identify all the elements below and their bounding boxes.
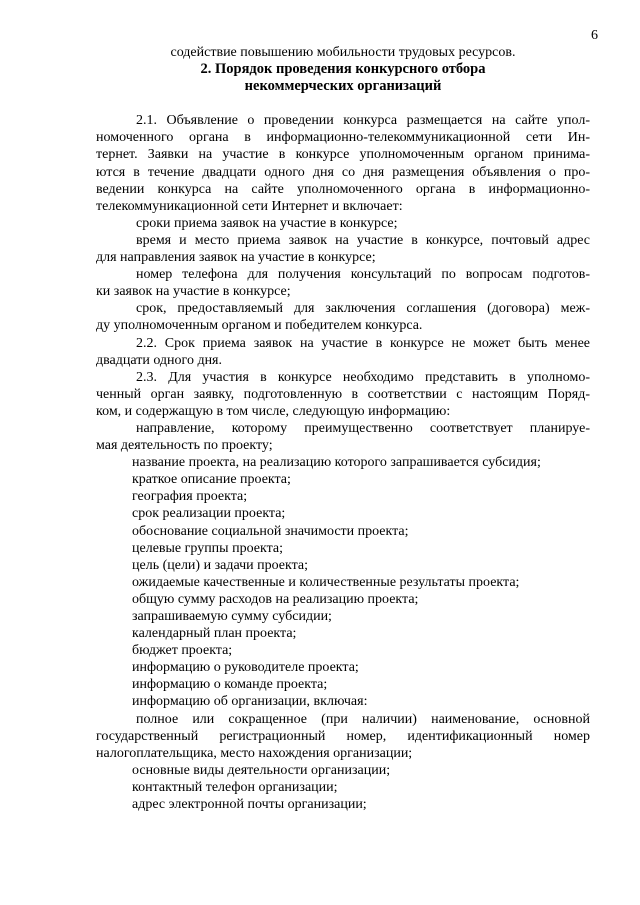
list-item: информацию о руководителе проекта;: [132, 660, 359, 676]
text-line: 2.1. Объявление о проведении конкурса размещается на сайте упол-: [136, 113, 590, 129]
text-line: для направления заявок на участие в конкурсе;: [96, 250, 376, 266]
text-line: двадцати одного дня.: [96, 352, 222, 368]
list-item: календарный план проекта;: [132, 626, 297, 642]
text-line: ком, и содержащую в том числе, следующую информацию:: [96, 403, 451, 419]
list-item: сроки приема заявок на участие в конкурсе;: [136, 215, 398, 231]
text-line: ведении конкурса на сайте уполномоченного органа в информационно-: [96, 181, 590, 197]
section-heading-line-1: 2. Порядок проведения конкурсного отбора: [200, 61, 486, 78]
list-item: география проекта;: [132, 489, 248, 505]
list-item: целевые группы проекта;: [132, 540, 283, 556]
intro-line: содействие повышению мобильности трудовых ресурсов.: [170, 45, 516, 60]
section-heading-line-2: некоммерческих организаций: [244, 78, 442, 95]
page-number: 6: [591, 28, 598, 43]
list-item: обоснование социальной значимости проекта;: [132, 523, 409, 539]
text-line: ченный орган заявку, подготовленную в соответствии с настоящим Поряд-: [96, 386, 590, 402]
list-item: срок реализации проекта;: [132, 506, 286, 522]
list-item: запрашиваемую сумму субсидии;: [132, 609, 332, 624]
text-line: полное или сокращенное (при наличии) наименование, основной: [136, 711, 590, 727]
list-item: информацию об организации, включая:: [132, 694, 368, 710]
paragraph-2-3: [96, 369, 590, 813]
list-item: время и место приема заявок на участие в конкурсе, почтовый адрес: [136, 232, 590, 248]
document-body: [96, 44, 590, 813]
text-line: налогоплательщика, место нахождения организации;: [96, 745, 413, 761]
text-line: ки заявок на участие в конкурсе;: [96, 284, 291, 300]
list-item: адрес электронной почты организации;: [132, 797, 367, 813]
text-line: направление, которому преимущественно соответствует планируе-: [136, 420, 590, 436]
list-item: название проекта, на реализацию которого запрашивается субсидия;: [132, 455, 541, 471]
text-line: 2.2. Срок приема заявок на участие в конкурсе не может быть менее: [136, 335, 590, 351]
list-item: срок, предоставляемый для заключения соглашения (договора) меж-: [136, 301, 590, 317]
text-line: мая деятельность по проекту;: [96, 438, 273, 454]
text-line: 2.3. Для участия в конкурсе необходимо представить в уполномо-: [136, 369, 590, 385]
list-item: информацию о команде проекта;: [132, 677, 328, 693]
text-line: ются в течение двадцати одного дня со дня размещения объявления о про-: [96, 164, 590, 180]
list-item: контактный телефон организации;: [132, 779, 338, 795]
paragraph-2-1: [96, 112, 590, 334]
paragraph-2-2: [96, 335, 590, 369]
text-line: тернет. Заявки на участие в конкурсе уполномоченным органом принима-: [96, 147, 590, 163]
list-item: основные виды деятельности организации;: [132, 762, 391, 778]
list-item: номер телефона для получения консультаций по вопросам подготов-: [136, 267, 590, 283]
text-line: номоченного органа в информационно-телекоммуникационной сети Ин-: [96, 130, 590, 146]
text-line: телекоммуникационной сети Интернет и включает:: [96, 198, 403, 214]
text-line: государственный регистрационный номер, идентификационный номер: [96, 728, 590, 744]
list-item: бюджет проекта;: [132, 643, 233, 659]
spacer: [96, 95, 590, 112]
list-item: краткое описание проекта;: [132, 472, 291, 488]
list-item: ожидаемые качественные и количественные результаты проекта;: [132, 574, 520, 590]
list-item: общую сумму расходов на реализацию проекта;: [132, 591, 419, 607]
list-item: цель (цели) и задачи проекта;: [132, 557, 309, 573]
text-line: ду уполномоченным органом и победителем конкурса.: [96, 318, 423, 334]
